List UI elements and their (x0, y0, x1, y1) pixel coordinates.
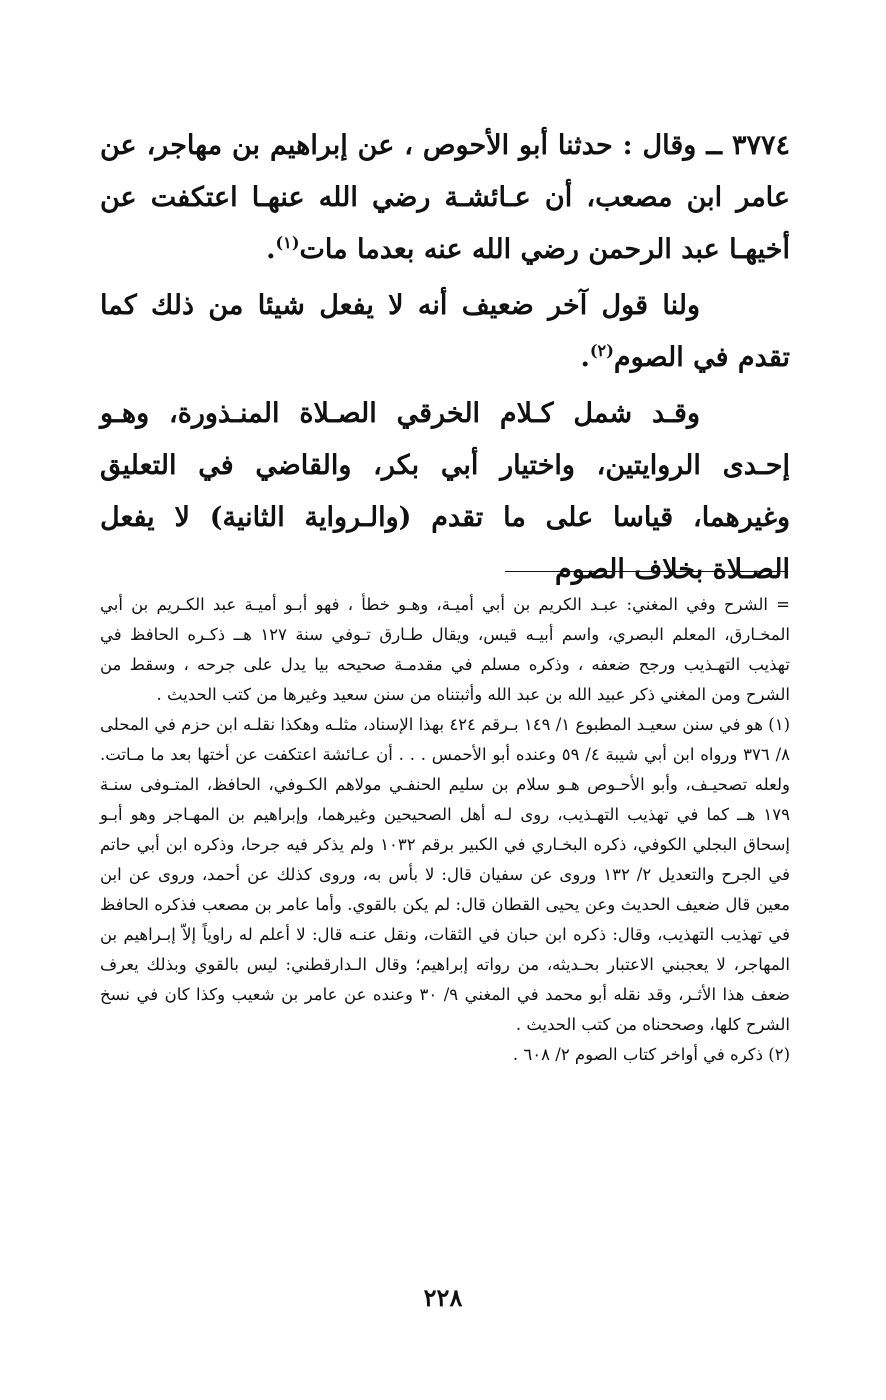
hadith-paragraph: ٣٧٧٤ ــ وقال : حدثنا أبو الأحوص ، عن إبراهيم بن مهاجر، عن عامر ابن مصعب، أن عـائشـة رضي الله عنهـا اعتكفت عن أخيهـا عبد الرحمن رضي الله عنه بعدما مات$^{(١)}$. (100, 130, 790, 265)
footnote-ref-2[interactable]: (٢) (589, 341, 614, 360)
footnote-ref-1[interactable]: (١) (275, 233, 300, 252)
opinion-text: ولنا قول آخر ضعيف أنه لا يفعل شيئا من ذلك كما تقدم في الصوم (100, 290, 790, 373)
footnote-2: (٢) ذكره في أواخر كتاب الصوم ٢/ ٦٠٨ . (512, 1045, 790, 1064)
footnote-divider (505, 571, 788, 572)
page-number: ٢٢٨ (423, 1283, 463, 1312)
footnote-1: (١) هو في سنن سعيـد المطبوع ١/ ١٤٩ بـرقم ٤٢٤ بهذا الإسناد، مثلـه وهكذا نقلـه ابن حزم في المحلى ٨/ ٣٧٦ ورواه ابن أبي شيبة ٤/ ٥٩ وعنده أبو الأحمس . . . أن عـائشة اعتكفت عن أختها بعد ما مـاتت. ولعله تصحيـف، وأبو الأحـوص هـو سلام بن سليم الحنفـي مولاهم الكـوفي، الحافظ، المتـوفى سنـة ١٧٩ هــ كما في تهذيب التهـذيب، روى لـه أهل الصحيحين وغيرهما، وإبراهيم بن المهـاجر وهو أبـو إسحاق البجلي الكوفي، ذكره البخـاري في الكبير برقم ١٠٣٢ ولم يذكر فيه جرحا، وذكره ابن أبي حاتم في الجرح والتعديل ٢/ ١٣٢ وروى عن سفيان قال: لا بأس به، وروى كذلك عن أحمد، وروى عن ابن معين قال ضعيف الحديث وعن يحيى القطان قال: لم يكن بالقوي. وأما عامر بن مصعب فذكره الحافظ في تهذيب التهذيب، وقال: ذكره ابن حبان في الثقات، ونقل عنـه قال: لا أعلم له راوياً إلاّ إبـراهيم بن المهاجر، لا يعجبني الاعتبار بحـديثه، من رواته إبراهيم؛ وقال الـدارقطني: ليس بالقوي وبذلك يعرف ضعف هذا الأثـر، وقد نقله أبو محمد في المغني ٩/ ٣٠ وعنده عن عامر بن شعيب وكذا كان في نسخ الشرح كلها، وصححناه من كتب الحديث . (100, 715, 791, 1034)
footnotes-section (100, 590, 790, 1070)
prayer-paragraph: وقـد شمل كـلام الخرقي الصـلاة المنـذورة، وهـو إحـدى الروايتين، واختيار أبي بكر، والقاضي في التعليق وغيرهما، قياسا على ما تقدم (والـرواية الثانية) لا يفعل الصـلاة بخلاف الصوم (100, 398, 790, 585)
footnote-continuation: = الشرح وفي المغني: عبـد الكريم بن أبي أميـة، وهـو خطأ ، فهو أبـو أميـة عبد الكـريم بن أبي المخـارق، المعلم البصري، واسم أبيـه قيس، ويقال طـارق تـوفي سنة ١٢٧ هــ ذكـره الحافظ في تهذيب التهـذيب ورجح ضعفه ، وذكره مسلم في مقدمـة صحيحه بيا يدل على جرحه ، وسقط من الشرح ومن المغني ذكر عبيد الله بن عبد الله وأثبتناه من سنن سعيد وغيرها من كتب الحديث . (100, 595, 790, 704)
main-text (100, 120, 790, 596)
opinion-paragraph: ولنا قول آخر ضعيف أنه لا يفعل شيئا من ذلك كما تقدم في الصوم$^{(٢)}$. (100, 290, 790, 373)
hadith-text: ٣٧٧٤ ــ وقال : حدثنا أبو الأحوص ، عن إبراهيم بن مهاجر، عن عامر ابن مصعب، أن عـائشـة رضي الله عنهـا اعتكفت عن أخيهـا عبد الرحمن رضي الله عنه بعدما مات (100, 130, 790, 265)
